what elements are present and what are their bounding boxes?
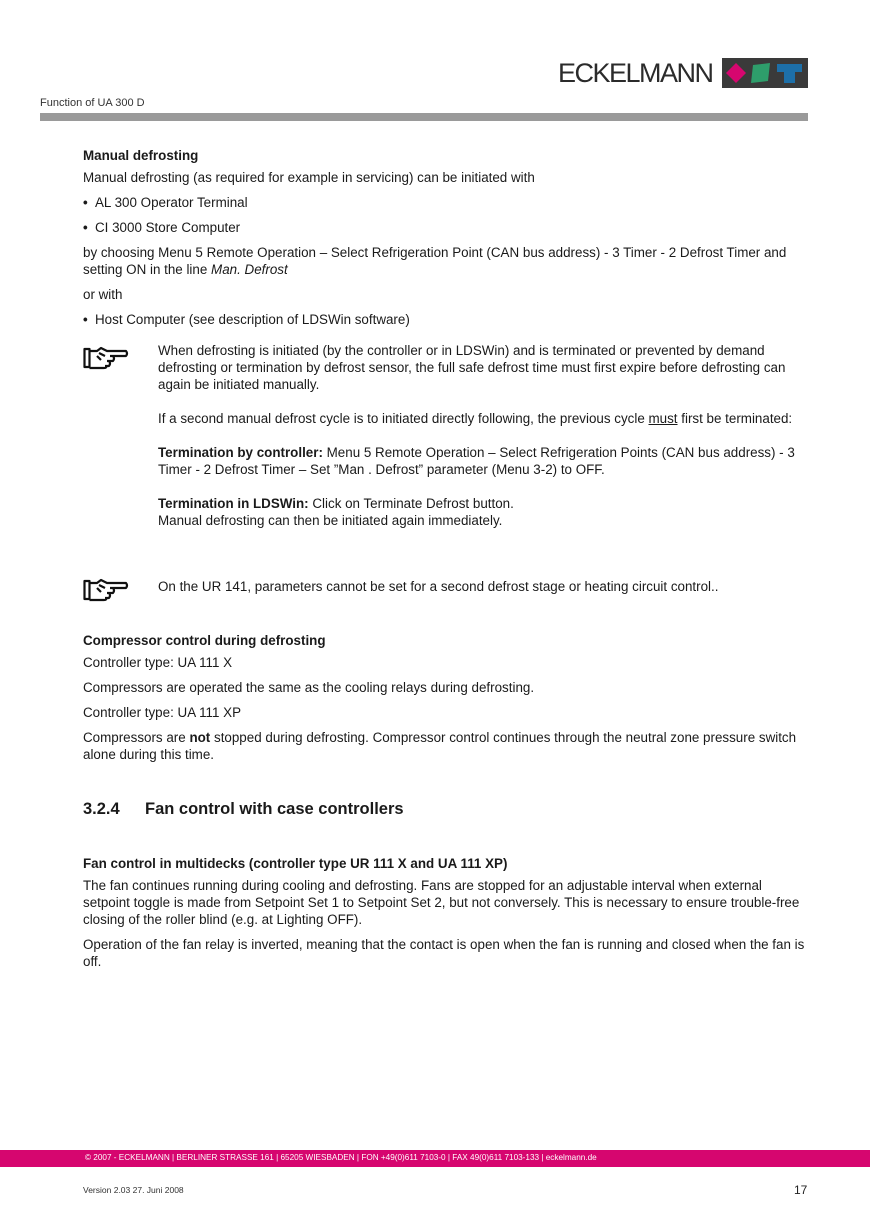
company-logo-icon [722,58,808,88]
controller-type: Controller type: UA 111 X [83,655,233,670]
list-item: • CI 3000 Store Computer [83,220,241,235]
fan-paragraph: Operation of the fan relay is inverted, meaning that the contact is open when the fan is running and closed when the fan is off. [83,937,805,969]
section-heading [83,801,808,818]
logo-blue-bar [777,64,802,72]
note-box [83,574,808,606]
header-rule [40,113,808,121]
note-paragraph: When defrosting is initiated (by the controller or in LDSWin) and is terminated or prevented by demand defrosting or termination by defrost sensor, the full safe defrost time must first expire before defrosting can again be initiated manually. [158,343,786,392]
controller-type: Controller type: UA 111 XP [83,705,242,720]
pointing-hand-icon [83,346,129,370]
footer-contact: © 2007 - ECKELMANN | BERLINER STRASSE 161 | 65205 WIESBADEN | FON +49(0)611 7103-0 | FAX 49(0)611 7103-133 | eckelmann.de [85,1153,597,1162]
choosing-text: by choosing Menu 5 Remote Operation – Select Refrigeration Point (CAN bus address) - 3 Timer - 2 Defrost Timer and setting ON in the line Man. Defrost [83,245,787,277]
or-with-text: or with [83,287,123,302]
fan-paragraph: The fan continues running during cooling and defrosting. Fans are stopped for an adjustable interval when external setpoint toggle is made from Setpoint Set 1 to Setpoint Set 2, but not conversely. This is necessary to ensure trouble-free closing of the roller blind (e.g. at Lighting OFF). [83,878,800,927]
note-box [83,342,808,546]
list-item: • Host Computer (see description of LDSWin software) [83,312,410,327]
note-paragraph: Termination by controller: Menu 5 Remote Operation – Select Refrigeration Points (CAN bus address) - 3 Timer - 2 Defrost Timer – Set ”Man . Defrost” parameter (Menu 3-2) to OFF. [158,445,795,477]
compressor-text: Compressors are not stopped during defrosting. Compressor control continues through the neutral zone pressure switch alone during this time. [83,730,797,762]
note-paragraph: If a second manual defrost cycle is to initiated directly following, the previous cycle must first be terminated: [158,411,793,426]
section-title: Fan control with case controllers [145,800,404,818]
list-item: • AL 300 Operator Terminal [83,195,248,210]
compressor-text: Compressors are operated the same as the cooling relays during defrosting. [83,680,535,695]
version-info: Version 2.03 27. Juni 2008 [83,1185,184,1195]
compressor-heading: Compressor control during defrosting [83,633,326,648]
manual-intro: Manual defrosting (as required for example in servicing) can be initiated with [83,170,535,185]
footer-bar [0,1150,870,1167]
manual-defrost-heading: Manual defrosting [83,148,199,163]
company-logo-text: ECKELMANN [558,58,713,88]
note-paragraph: On the UR 141, parameters cannot be set for a second defrost stage or heating circuit control.. [158,579,719,594]
note-paragraph: Termination in LDSWin: Click on Terminate Defrost button. Manual defrosting can then be initiated again immediately. [158,496,514,528]
logo-blue-stem [784,72,795,83]
fan-heading: Fan control in multidecks (controller type UR 111 X and UA 111 XP) [83,856,508,871]
section-number: 3.2.4 [83,800,120,818]
page-number: 17 [794,1183,808,1197]
section-label: Function of UA 300 D [40,97,145,109]
pointing-hand-icon [83,578,129,602]
logo-green-square [751,63,770,83]
main-content [83,147,808,978]
